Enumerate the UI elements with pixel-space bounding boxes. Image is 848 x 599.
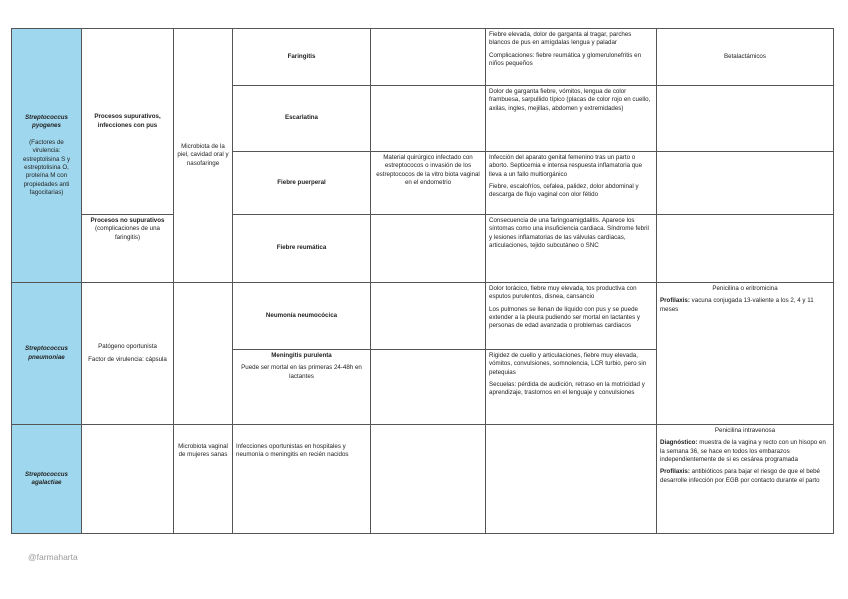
symptoms-escarlatina: Dolor de garganta fiebre, vómitos, lengua de color frambuesa, sarpullido típico (placas de color rojo en cuello, axilas, ingles, mejillas, abdomen y extremidades) xyxy=(486,86,657,152)
transmission-cell xyxy=(371,425,486,534)
transmission-cell xyxy=(371,283,486,350)
symptoms-meningitis: Rigidez de cuello y articulaciones, fiebre muy elevada, vómitos, convulsiones, somnolencia, LCR turbio, pero sin petequias Secuelas: pérdida de audición, retraso en la motricidad y aprendizaje, trastornos en el lenguaje y convulsiones xyxy=(486,350,657,425)
treatment-cell xyxy=(657,86,834,152)
species-name: Streptococcus pneumoniae xyxy=(25,345,68,361)
symptoms-puerperal: Infección del aparato genital femenino tras un parto o aborto. Septicemia e intensa respuesta inflamatoria que lleva a un fallo multiorgánico Fiebre, escalofríos, cefalea, palidez, dolor abdominal y descarga de flujo vaginal con olor fétido xyxy=(486,152,657,215)
treatment-cell xyxy=(657,215,834,283)
treatment-agalactiae: Penicilina intravenosa Diagnóstico: muestra de la vagina y recto con un hisopo en la semana 36, se hace en todos los embarazos independientemente de si es cesárea programada Profilaxis: antibióticos para bajar el riesgo de que el bebé desarrolle infección por EGB por contacto durante el parto xyxy=(657,425,834,534)
disease-fiebre-reumatica: Fiebre reumática xyxy=(233,215,371,283)
treatment-pneumoniae: Penicilina o eritromicina Profilaxis: vacuna conjugada 13-valiente a los 2, 4 y 11 meses xyxy=(657,283,834,425)
species-pneumoniae xyxy=(12,283,82,425)
symptoms-neumonia: Dolor torácico, fiebre muy elevada, tos productiva con esputos purulentos, disnea, cansancio Los pulmones se llenan de líquido con pus y se puede extender a la pleura pudiendo ser mortal en lactantes y personas de edad avanzada o problemas cardiacos xyxy=(486,283,657,350)
disease-faringitis: Faringitis xyxy=(233,29,371,86)
transmission-cell xyxy=(371,350,486,425)
symptoms-faringitis: Fiebre elevada, dolor de garganta al tragar, parches blancos de pus en amígdalas lengua y paladar Complicaciones: fiebre reumática y glomerulonefritis en niños pequeños xyxy=(486,29,657,86)
habitat-agalactiae: Microbiota vaginal de mujeres sanas xyxy=(174,425,233,534)
treatment-faringitis: Betalactámicos xyxy=(657,29,834,86)
transmission-cell xyxy=(371,29,486,86)
symptoms-cell xyxy=(486,425,657,534)
group-pneumoniae: Patógeno oportunista Factor de virulencia: cápsula xyxy=(82,283,174,425)
group-supurativos: Procesos supurativos, infecciones con pus xyxy=(82,29,174,215)
disease-escarlatina: Escarlatina xyxy=(233,86,371,152)
species-agalactiae xyxy=(12,425,82,534)
disease-meningitis: Meningitis purulenta Puede ser mortal en las primeras 24-48h en lactantes xyxy=(233,350,371,425)
author-watermark: @farmaharta xyxy=(28,552,78,562)
disease-neumonia: Neumonía neumocócica xyxy=(233,283,371,350)
species-name: Streptococcus pyogenes xyxy=(25,113,68,130)
transmission-cell xyxy=(371,215,486,283)
group-cell xyxy=(82,425,174,534)
transmission-puerperal: Material quirúrgico infectado con estreptococos o invasión de los estreptococos de la vitro biota vaginal en el endometrio xyxy=(371,152,486,215)
virulence-factors: (Factores de virulencia: estreptolisina S y estreptolisina O, proteína M con propiedades anti fagocitarias) xyxy=(22,138,71,196)
species-name: Streptococcus agalactiae xyxy=(25,470,68,486)
symptoms-reumatica: Consecuencia de una faringoamigdalitis. Aparece los síntomas como una insuficiencia cardiaca. Síndrome febril y lesiones inflamatorias de las válvulas cardiacas, articulaciones, tejido subcutáneo o SNC xyxy=(486,215,657,283)
species-pyogenes xyxy=(12,29,82,283)
habitat: Microbiota de la piel, cavidad oral y nasofaringe xyxy=(174,29,233,283)
disease-agalactiae: Infecciones oportunistas en hospitales y neumonía o meningitis en recién nacidos xyxy=(233,425,371,534)
transmission-cell xyxy=(371,86,486,152)
streptococcus-table xyxy=(11,28,834,534)
habitat-cell xyxy=(174,283,233,425)
treatment-cell xyxy=(657,152,834,215)
disease-fiebre-puerperal: Fiebre puerperal xyxy=(233,152,371,215)
group-no-supurativos: Procesos no supurativos (complicaciones de una faringitis) xyxy=(82,215,174,283)
